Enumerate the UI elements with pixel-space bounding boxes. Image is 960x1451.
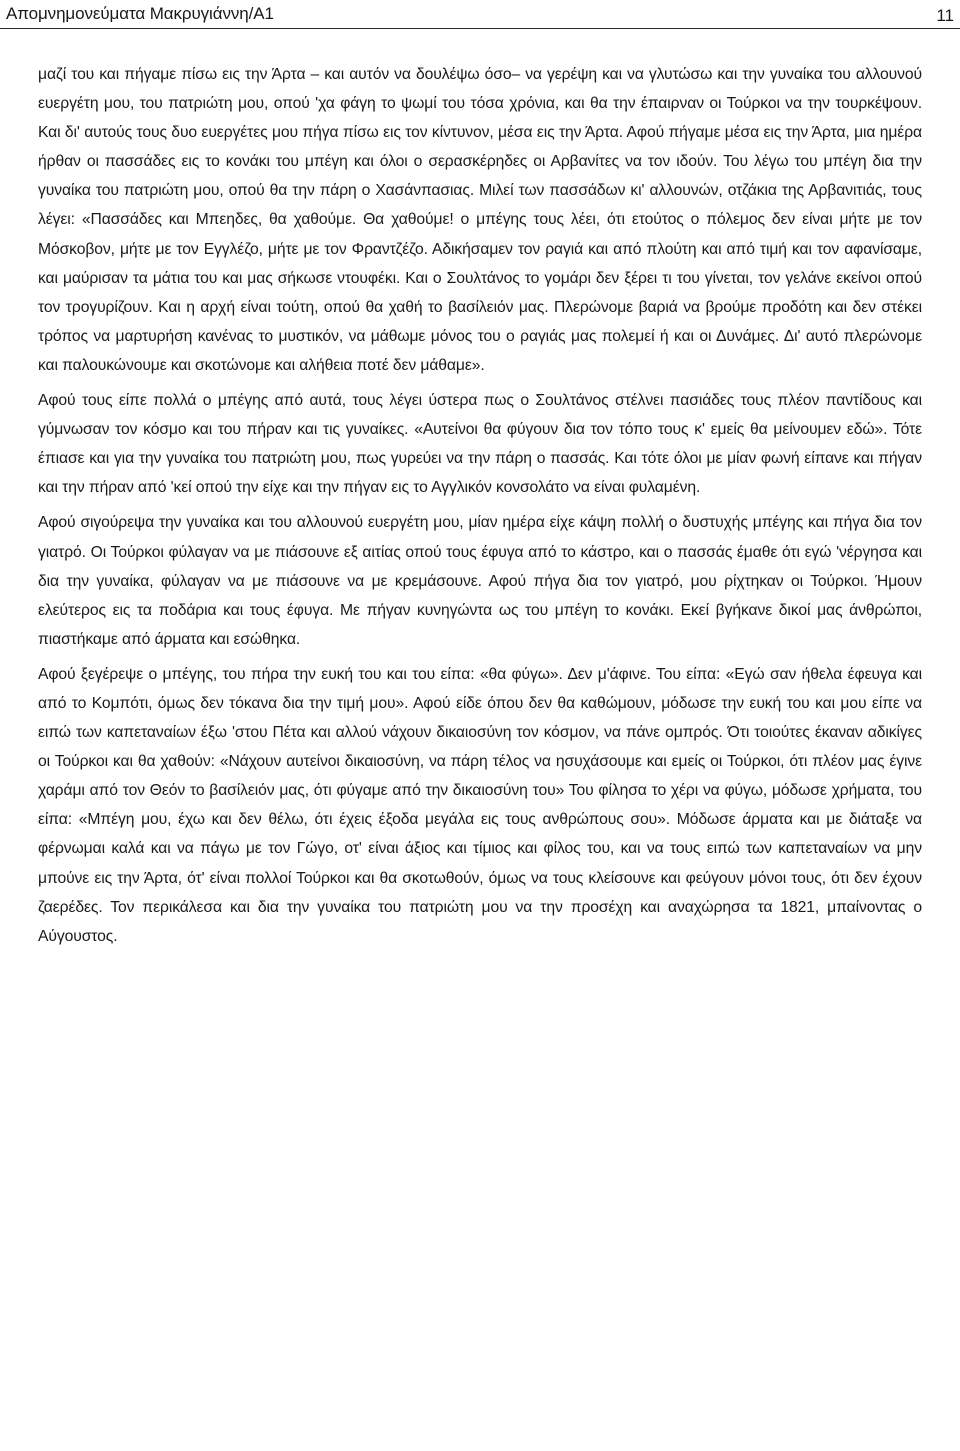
paragraph: Αφού τους είπε πολλά ο μπέγης από αυτά, τους λέγει ύστερα πως ο Σουλτάνος στέλνει πασιάδες τους πλέον παντίδους και γύμνωσαν τον κόσμο και του πήραν και τις γυναίκες. «Αυτείνοι θα φύγουν δια τον τόπο τους κ' εμείς θα μείνουμεν εδώ». Τότε έπιασε και για την γυναίκα του πατριώτη μου, πως γυρεύει να την πάρη ο πασσάς. Και τότε όλοι με μίαν φωνή είπανε και πήγαν και την πήραν από 'κεί οπού την είχε και την πήγαν εις το Αγγλικόν κονσολάτο να είναι φυλαμένη. [38,392,922,497]
paragraph: Αφού ξεγέρεψε ο μπέγης, του πήρα την ευκή του και του είπα: «θα φύγω». Δεν μ'άφινε. Του είπα: «Εγώ σαν ήθελα έφευγα και από το Κομπότι, όμως δεν τόκανα δια την τιμή μου». Αφού είδε όπου δεν θα καθώμουν, μόδωσε την ευκή του και μου είπε να ειπώ των καπεταναίων έξω 'στου Πέτα και αλλού νάχουν δικαιοσύνη τον κόσμον, να πάνε ομπρός. Ότι τοιούτες έκαναν αδικίγες οι Τούρκοι και θα χαθούν: «Νάχουν αυτείνοι δικαιοσύνη, να πάρη τέλος να ησυχάσουμε και εμείς οι Τούρκοι, ότι πλέον μας έγινε χαράμι από τον Θεόν το βασίλειόν μας, ότι φύγαμε από την δικαιοσύνη του» Του φίλησα το χέρι να φύγω, μόδωσε χρήματα, του είπα: «Μπέγη μου, έχω και δεν θέλω, ότι έχεις έξοδα μεγάλα εις τους ανθρώπους σου». Μόδωσε άρματα και με διάταξε να φέρνωμαι καλά και να πάγω με τον Γώγο, οτ' είναι άξιος και τίμιος και φίλος του, και να τους ειπώ των καπεταναίων να μην μπούνε εις την Άρτα, ότ' είναι πολλοί Τούρκοι και θα σκοτωθούν, όμως να τους κλείσουνε και φεύγουν μόνοι τους, ότι δεν έχουν ζαερέδες. Τον περικάλεσα και δια την γυναίκα του πατριώτη μου να την προσέχη και αναχώρησα τα 1821, μπαίνοντας ο Αύγουστος. [38,665,922,945]
document-body [38,60,922,957]
header-divider [0,28,960,29]
paragraph: Αφού σιγούρεψα την γυναίκα και του αλλουνού ευεργέτη μου, μίαν ημέρα είχε κάψη πολλή ο δυστυχής μπέγης και πήγα δια τον γιατρό. Οι Τούρκοι φύλαγαν να με πιάσουνε εξ αιτίας οπού τους έφυγα από το κάστρο, και ο πασσάς έμαθε ότι εγώ 'νέργησα και δια την γυναίκα, φύλαγαν να με πιάσουνε να με κρεμάσουνε. Αφού πήγα δια τον γιατρό, μου ρίχτηκαν οι Τούρκοι. Ήμουν ελεύτερος εις τα ποδάρια και τους έφυγα. Με πήγαν κυνηγώντα ως του μπέγη το κονάκι. Εκεί βγήκανε δικοί μας άνθρώποι, πιαστήκαμε από άρματα και εσώθηκα. [38,514,922,648]
page-number: 11 [936,6,954,25]
page-header [0,0,960,30]
paragraph: μαζί του και πήγαμε πίσω εις την Άρτα – και αυτόν να δουλέψω όσο– να γερέψη και να γλυτώσω και την γυναίκα του αλλουνού ευεργέτη μου, του πατριώτη μου, οπού 'χα φάγη το ψωμί του τόσα χρόνια, και θα την έπαιρναν οι Τούρκοι να την τουρκέψουν. Και δι' αυτούς τους δυο ευεργέτες μου πήγα πίσω εις τον κίντυνον, μέσα εις την Άρτα. Αφού πήγαμε μέσα εις την Άρτα, μια ημέρα ήρθαν οι πασσάδες εις το κονάκι του μπέγη και όλοι ο σερασκέρηδες οι Αρβανίτες να τον ιδούν. Του λέγω του μπέγη δια την γυναίκα του πατριώτη μου, οπού θα την πάρη ο Χασάνπασιας. Μιλεί των πασσάδων κι' αλλουνών, οτζάκια της Αρβανιτιάς, τους λέγει: «Πασσάδες και Μπεηδες, θα χαθούμε. Θα χαθούμε! ο μπέγης τους λέει, ότι ετούτος ο πόλεμος δεν είναι μήτε με τον Μόσκοβον, μήτε με τον Εγγλέζο, μήτε με τον Φραντζέζο. Αδικήσαμεν τον ραγιά και από πλούτη και από τιμή και τον αφανίσαμε, και μαύρισαν τα μάτια του και μας σήκωσε ντουφέκι. Και ο Σουλτάνος το γομάρι δεν ξέρει τι του γίνεται, τον γελάνε εκείνοι οπού τον τρογυρίζουν. Και η αρχή είναι τούτη, οπού θα χαθή το βασίλειόν μας. Πλερώνομε βαριά να βρούμε προδότη και δεν στέκει τρόπος να μαρτυρήση κανένας το μυστικόν, να μάθωμε μόνος του ο ραγιάς μας πολεμεί ή και οι Δυνάμες. Δι' αυτό πλερώνομε και παλουκώνουμε και σκοτώνομε και αλήθεια ποτέ δεν μάθαμε». [38,66,922,374]
document-title: Απομνημονεύματα Μακρυγιάννη/Α1 [6,4,274,23]
